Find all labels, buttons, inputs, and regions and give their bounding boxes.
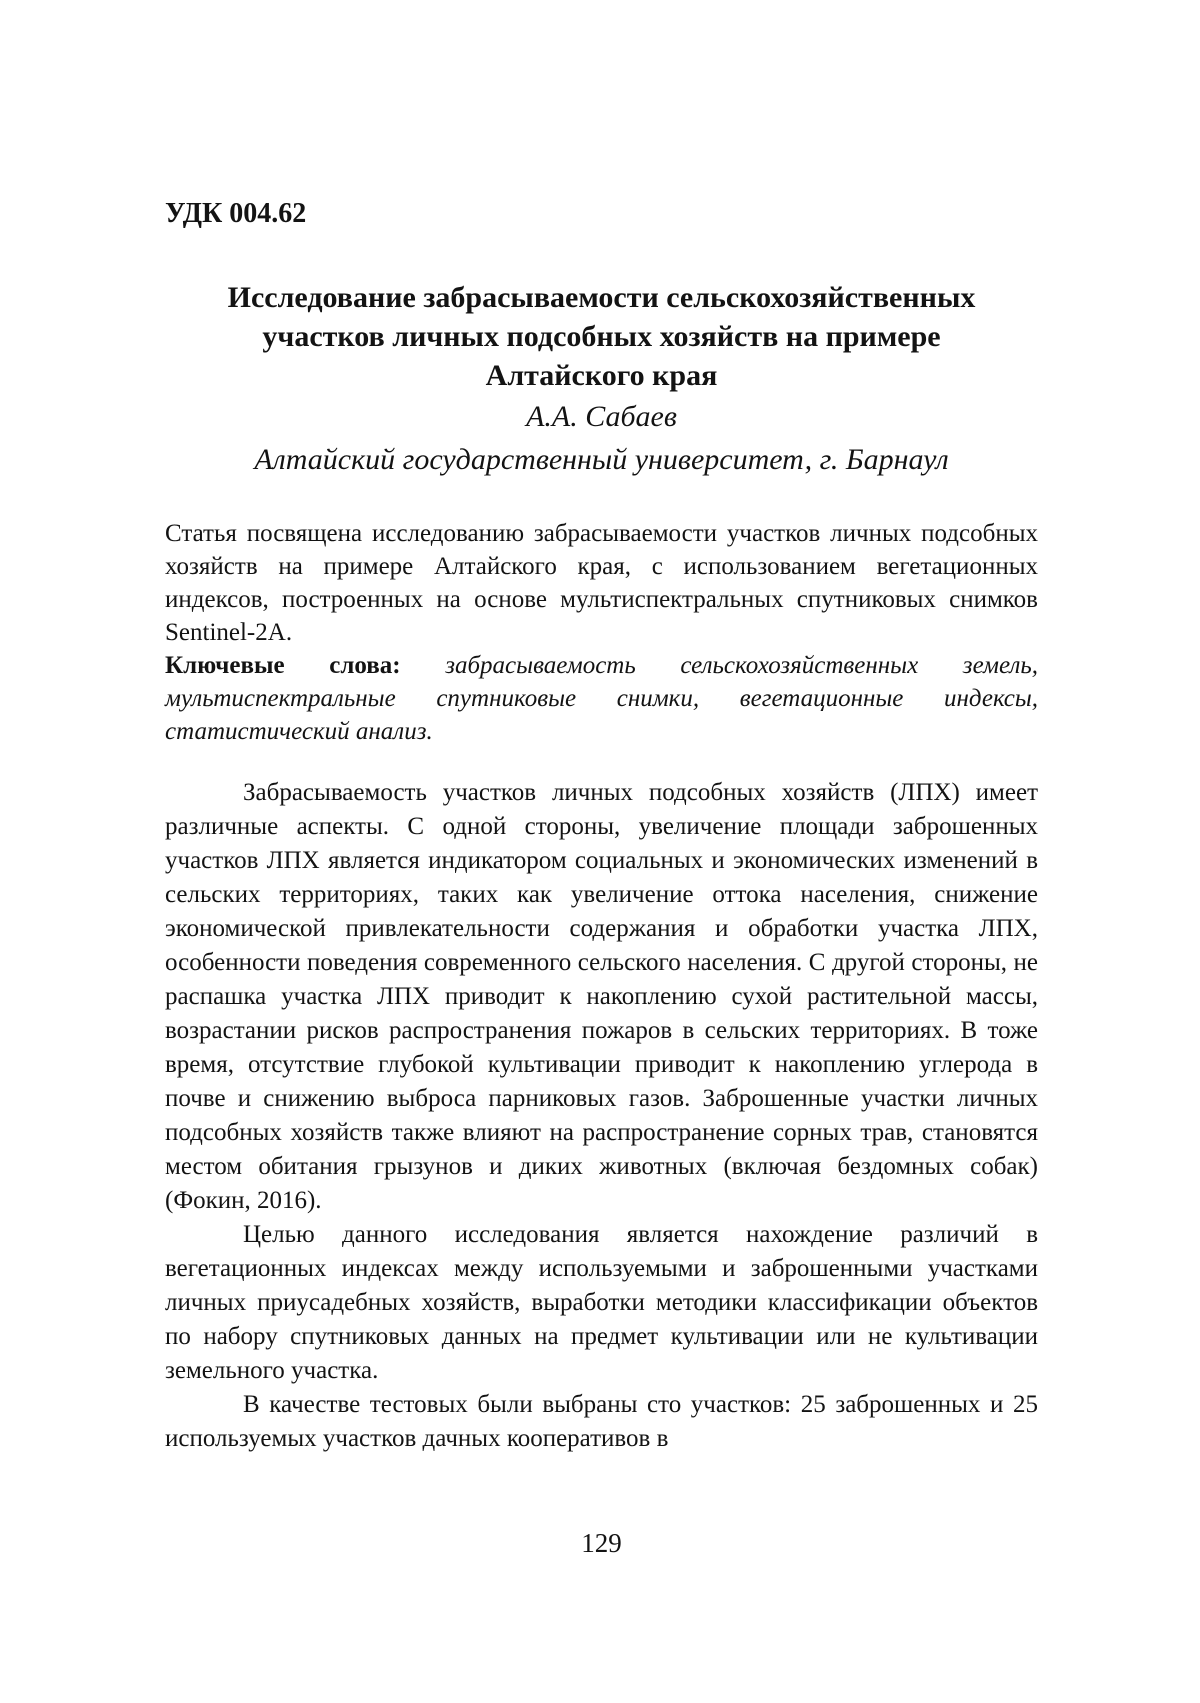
abstract-text: Статья посвящена исследованию забрасываемости участков личных подсобных хозяйств на примере Алтайского края, с использованием вегетационных индексов, построенных на основе мультиспектральных спутниковых снимков Sentinel-2A.: [165, 520, 1038, 646]
paper-title-line-3: Алтайского края: [485, 359, 718, 392]
keywords-spacer: [401, 652, 446, 679]
body-paragraph-1: Забрасываемость участков личных подсобных хозяйств (ЛПХ) имеет различные аспекты. С одной стороны, увеличение площади заброшенных участков ЛПХ является индикатором социальных и экономических изменений в сельских территориях, таких как увеличение оттока населения, снижение экономической привлекательности содержания и обработки участка ЛПХ, особенности поведения современного сельского населения. С другой стороны, не распашка участка ЛПХ приводит к накоплению сухой растительной массы, возрастании рисков распространения пожаров в сельских территориях. В тоже время, отсутствие глубокой культивации приводит к накоплению углерода в почве и снижению выброса парниковых газов. Заброшенные участки личных подсобных хозяйств также влияют на распространение сорных трав, становятся местом обитания грызунов и диких животных (включая бездомных собак) (Фокин, 2016).: [165, 779, 1038, 1214]
author-name: А.А. Сабаев: [526, 400, 677, 433]
keywords-line: [165, 649, 1038, 748]
body-paragraph-2: Целью данного исследования является нахождение различий в вегетационных индексах между используемыми и заброшенными участками личных приусадебных хозяйств, выработки методики классификации объектов по набору спутниковых данных на предмет культивации или не культивации земельного участка.: [165, 1221, 1038, 1384]
udc-code: УДК 004.62: [165, 198, 307, 229]
paper-title-line-1: Исследование забрасываемости сельскохозяйственных: [227, 281, 976, 314]
body-paragraph-3: В качестве тестовых были выбраны сто участков: 25 заброшенных и 25 используемых участков дачных кооперативов в: [165, 1391, 1038, 1452]
keywords-text: забрасываемость сельскохозяйственных земель, мультиспектральные спутниковые снимки, вегетационные индексы, статистический анализ.: [165, 652, 1038, 745]
page-content: [165, 196, 1038, 1456]
byline: [165, 395, 1038, 481]
paper-title: [165, 278, 1038, 395]
paper-title-line-2: участков личных подсобных хозяйств на примере: [262, 320, 941, 353]
body-text: [165, 776, 1038, 1456]
abstract-block: [165, 517, 1038, 748]
affiliation: Алтайский государственный университет, г. Барнаул: [254, 443, 949, 476]
keywords-label: Ключевые слова:: [165, 652, 401, 679]
page-number: 129: [581, 1528, 622, 1558]
